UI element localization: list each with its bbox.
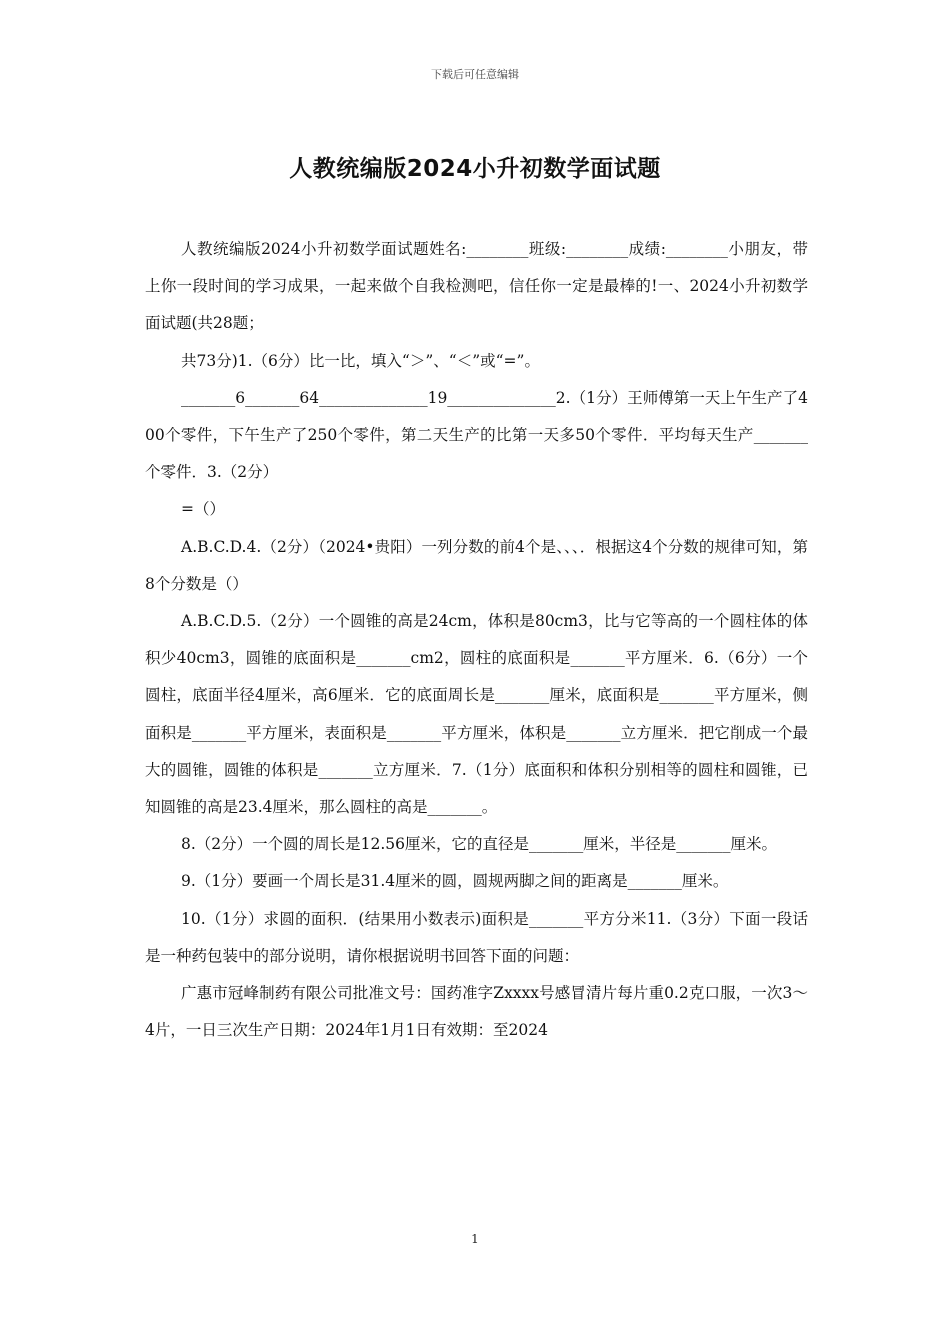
document-title: 人教统编版2024小升初数学面试题 — [289, 156, 661, 182]
paragraph: A.B.C.D.5.（2分）一个圆锥的高是24cm，体积是80cm3，比与它等高的一个圆柱体的体积少40cm3，圆锥的底面积是_______cm2，圆柱的底面积是_______平方厘米．6.（6分）一个圆柱，底面半径4厘米，高6厘米．它的底面周长是_______厘米，底面积是_______平方厘米，侧面积是_______平方厘米，表面积是_______平方厘米，体积是_______立方厘米．把它削成一个最大的圆锥，圆锥的体积是_______立方厘米．7.（1分）底面积和体积分别相等的圆柱和圆锥，已知圆锥的高是23.4厘米，那么圆柱的高是_______。 — [145, 612, 808, 817]
paragraph: 8.（2分）一个圆的周长是12.56厘米，它的直径是_______厘米，半径是_______厘米。 — [181, 835, 778, 854]
paragraph: 人教统编版2024小升初数学面试题姓名:________班级:________成绩:________小朋友，带上你一段时间的学习成果，一起来做个自我检测吧，信任你一定是最棒的!一、2024小升初数学面试题(共28题； — [145, 240, 808, 333]
paragraph: =（） — [181, 500, 225, 519]
page-header-note: 下载后可任意编辑 — [431, 68, 519, 81]
paragraph: 共73分)1.（6分）比一比，填入“＞”、“＜”或“=”。 — [181, 351, 540, 370]
paragraph: 广惠市冠峰制药有限公司批准文号：国药准字Zxxxx号感冒清片每片重0.2克口服，一次3～4片，一日三次生产日期：2024年1月1日有效期：至2024 — [145, 984, 808, 1040]
paragraph: 9.（1分）要画一个周长是31.4厘米的圆，圆规两脚之间的距离是_______厘米。 — [181, 872, 729, 891]
paragraph: A.B.C.D.4.（2分）（2024•贵阳）一列分数的前4个是、、、．根据这4个分数的规律可知，第8个分数是（） — [145, 537, 808, 593]
paragraph: 10.（1分）求圆的面积．(结果用小数表示)面积是_______平方分米11.（3分）下面一段话是一种药包装中的部分说明，请你根据说明书回答下面的问题： — [145, 909, 808, 965]
document-body — [145, 231, 808, 1049]
paragraph: _______6_______64______________19______________2.（1分）王师傅第一天上午生产了400个零件，下午生产了250个零件，第二天生产的比第一天多50个零件．平均每天生产_______个零件．3.（2分） — [145, 388, 808, 482]
page-number: 1 — [471, 1232, 479, 1246]
